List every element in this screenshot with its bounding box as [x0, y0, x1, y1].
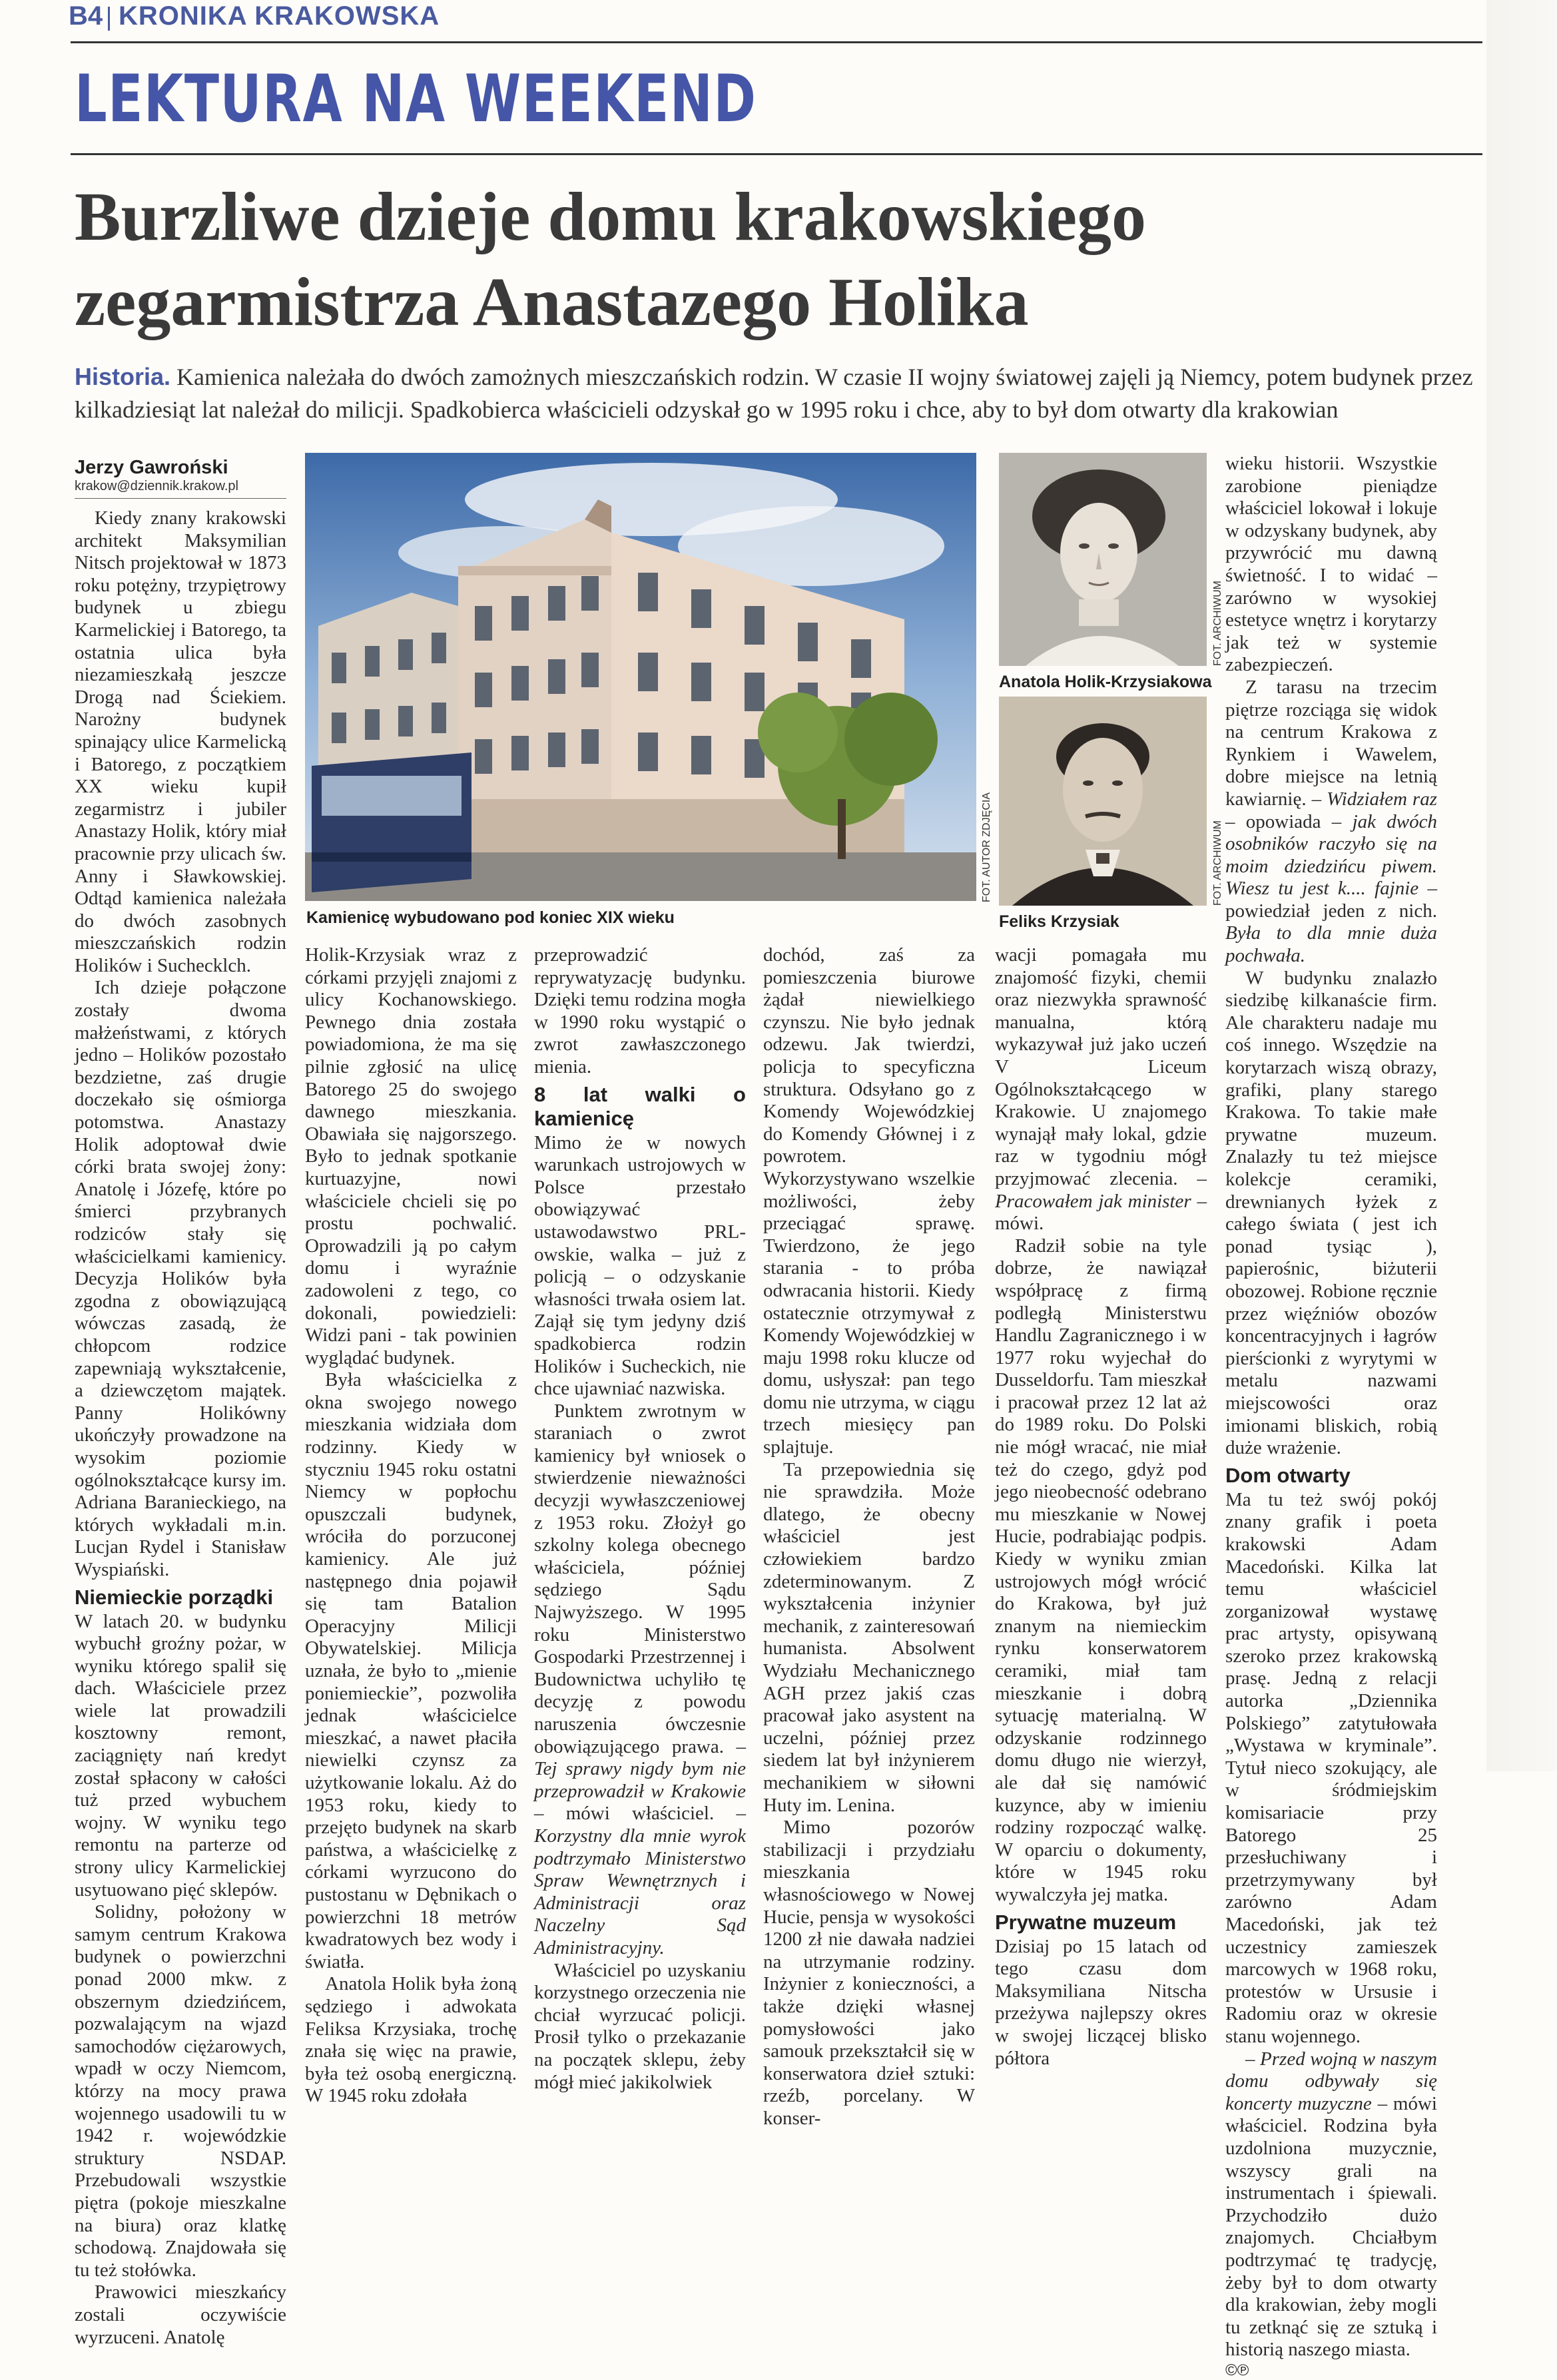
- column-5: [995, 944, 1207, 2070]
- col2-paragraph-3: Anatola Holik była żoną sędziego i adwokata Feliksa Krzysiaka, trochę znała się więc na prawie, była też osobą energiczną. W 1945 roku zdołała: [305, 1973, 517, 2107]
- col5-quote-1: Pracowałem jak minister: [995, 1190, 1191, 1212]
- page-number: B4: [69, 1, 103, 31]
- col5-subheading: Prywatne muzeum: [995, 1910, 1177, 1934]
- man-photo-credit: FOT. ARCHIWUM: [1212, 820, 1223, 906]
- col1-paragraph-4: Solidny, położony w samym centrum Krakowa budynek o powierzchni ponad 2000 mkw. z obszernym dziedzińcem, pozwalającym na wjazd samochodów ciężarowych, wpadł w oczy Niemcom, którzy na mocy prawa wojennego usadowili tu w 1942 r. wojewódzkie struktury NSDAP. Przebudowali wszystkie piętra (pokoje mieszkalne na biura) oraz klatkę schodową. Znajdowała się tu też stołówka.: [75, 1901, 286, 2281]
- col4-paragraph-2: Ta przepowiednia się nie sprawdziła. Może dlatego, że obecny właściciel jest człowiekiem bardzo zdeterminowanym. Z wykształcenia inżynier mechanik, z zainteresowań humanista. Absolwent Wydziału Mechanicznego AGH przez jakiś czas pracował jako asystent na uczelni, później przez siedem lat był inżynierem mechanikiem w siłowni Huty im. Lenina.: [763, 1458, 975, 1816]
- lead-paragraph: [75, 360, 1480, 426]
- header-divider: [108, 7, 110, 31]
- adjacent-page-bleed: [1486, 0, 1557, 1771]
- col6-paragraph-2c: – powiedział jeden z nich.: [1225, 878, 1437, 922]
- col1-paragraph-2: Ich dzieje połączone zostały dwoma małżeństwami, z których jedno – Holików pozostało bezdzietne, zaś drugie doczekało się ośmiorga potomstwa. Anastazy Holik adoptował dwie córki brata swojej żony: Anatolę i Józefę, które po śmierci przybranych rodziców stały się właścicielkami kamienicy. Decyzja Holików była zgodna z obowiązującą wówczas zasadą, że chłopcom rodzice zapewniają wykształcenie, a dziewczętom majątek. Panny Holikówny ukończyły prowadzone na wysokim poziomie ogólnokształcące kursy im. Adriana Baranieckiego, na których wykładali m.in. Lucjan Rydel i Stanisław Wyspiański.: [75, 977, 286, 1580]
- column-3: [534, 944, 746, 2094]
- column-2: [305, 944, 517, 2108]
- top-rule: [71, 41, 1482, 43]
- column-4: [763, 944, 975, 2130]
- lead-label: Historia.: [75, 363, 171, 390]
- author-email: krakow@dziennik.krakow.pl: [75, 479, 238, 493]
- col5-paragraph-1-text: wacji pomagała mu znajomość fizyki, chemii oraz niezwykła sprawność manualna, którą wykazywał już jako uczeń V Liceum Ogólnokształcącego w Krakowie. U znajomego wynajął mały lokal, gdzie raz w tygodniu mógł przyjmować zlecenia. –: [995, 944, 1207, 1189]
- col1-subheading: Niemieckie porządki: [75, 1585, 274, 1609]
- column-1: [75, 507, 286, 2349]
- col5-paragraph-2: Radził sobie na tyle dobrze, że nawiązał współpracę z firmą podległą Ministerstwu Handlu Zagranicznego i w 1977 roku wyjechał do Dusseldorfu. Tam mieszkał i pracował przez 12 lat aż do 1989 roku. Do Polski nie mógł wracać, nie miał też do czego, gdyż pod jego nieobecność odebrano mu mieszkanie w Nowej Hucie, podrabiając podpis. Kiedy w wyniku zmian ustrojowych mógł wrócić do Krakowa, był już znanym na niemieckim rynku konserwatorem ceramiki, miał tam mieszkanie i dobrą sytuację materialną. W odzyskanie rodzinnego domu długo nie wierzył, ale dał się namówić kuzynce, aby w imieniu rodziny rozpocząć walkę. W oparciu o dokumenty, które w 1945 roku wywalczyła jej matka.: [995, 1235, 1207, 1905]
- headline-line-2: zegarmistrza Anastazego Holika: [75, 264, 1029, 340]
- byline: [75, 457, 288, 494]
- col2-paragraph-2: Była właścicielka z okna swojego nowego mieszkania widziała dom rodzinny. Kiedy w styczniu 1945 roku ostatni Niemcy w popłochu opuszczali budynek, wróciła do porzuconej kamienicy. Ale już następnego dnia pojawił się tam Batalion Operacyjny Milicji Obywatelskiej. Milicja uznała, że było to „mienie poniemieckie”, pozwoliła jednak właścicielce mieszkać, a nawet płaciła niewielki czynsz za użytkowanie lokalu. Aż do 1953 roku, kiedy to przejęto budynek na skarb państwa, a właścicielkę z córkami wyrzucono do pustostanu w Dębnikach o powierzchni 18 metrów kwadratowych bez wody i światła.: [305, 1369, 517, 1972]
- man-portrait-image: [999, 697, 1207, 906]
- col1-paragraph-5: Prawowici mieszkańcy zostali oczywiście wyrzuceni. Anatolę: [75, 2281, 286, 2348]
- man-photo-caption: Feliks Krzysiak: [999, 912, 1119, 931]
- headline: [75, 174, 1340, 345]
- author-signature: ©℗: [1225, 2361, 1249, 2379]
- col3-paragraph-3b: – mówi właściciel. –: [534, 1803, 746, 1825]
- column-6: [1225, 453, 1437, 2380]
- lead-text: Kamienica należała do dwóch zamożnych mieszczańskich rodzin. W czasie II wojny światowej zajęli ją Niemcy, potem budynek przez kilkadziesiąt lat należał do milicji. Spadkobierca właścicieli odzyskał go w 1995 roku i chce, aby to był dom otwarty dla krakowian: [75, 364, 1473, 423]
- headline-line-1: Burzliwe dzieje domu krakowskiego: [75, 178, 1147, 255]
- col3-quote-1: Tej sprawy nigdy bym nie przeprowadził w Krakowie: [534, 1758, 746, 1802]
- col6-subheading: Dom otwarty: [1225, 1463, 1351, 1487]
- rubric-title: LEKTURA NA WEEKEND: [75, 61, 757, 137]
- col3-paragraph-3-text: Punktem zwrotnym w staraniach o zwrot kamienicy był wniosek o stwierdzenie nieważności decyzji wywłaszczeniowej z 1953 roku. Złożył go szkolny kolega obecnego właściciela, później sędziego Sądu Najwyższego. W 1995 roku Ministerstwo Gospodarki Przestrzennej i Budownictwa uchyliło tę decyzję z powodu naruszenia ówczesnie obowiązującego prawa. –: [534, 1400, 746, 1757]
- col6-paragraph-1: wieku historii. Wszystkie zarobione pieniądze właściciel lokował i lokuje w odzyskany budynek, aby przywrócić mu dawną świetność. I to widać – zarówno w wysokiej estetyce wnętrz i korytarzy jak też w systemie zabezpieczeń.: [1225, 453, 1437, 676]
- col6-paragraph-2-text: Z tarasu na trzecim piętrze rozciąga się widok na centrum Krakowa z Rynkiem i Wawelem, dobre miejsce na letnią kawiarnię. –: [1225, 676, 1437, 810]
- col6-paragraph-4: Ma tu też swój pokój znany grafik i poeta krakowski Adam Macedoński. Kilka lat temu właściciel zorganizował wystawę prac artysty, opisywaną szeroko przez krakowską prasę. Jedną z relacji autorka „Dziennika Polskiego” zatytułowała „Wystawa w kryminale”. Tytuł nieco szokujący, ale w śródmiejskim komisariacie przy Batorego 25 przesłuchiwany i przetrzymywany był zarówno Adam Macedoński, jak też uczestnicy zamieszek marcowych w 1968 roku, protestów w Ursusie i Radomiu oraz w okresie stanu wojennego.: [1225, 1488, 1437, 2047]
- col2-paragraph-1: Holik-Krzysiak wraz z córkami przyjęli znajomi z ulicy Kochanowskiego. Pewnego dnia została powiadomiona, że ma się pilnie zgłosić na ulicę Batorego 25 do swojego dawnego mieszkania. Obawiała się najgorszego. Było to jednak spotkanie kurtuazyjne, nowi właściciele chcieli się po prostu pochwalić. Oprowadzili ją po całym domu i wyraźnie zadowoleni z tego, co dokonali, powiedzieli: Widzi pani - tak powinien wyglądać budynek.: [305, 944, 517, 1368]
- author-name: Jerzy Gawroński: [75, 457, 228, 478]
- col3-subheading: 8 lat walki o kamienicę: [534, 1082, 746, 1130]
- col6-quote-2: jak dwóch osobników raczyło się na moim dziedzińcu piwem. Wiesz tu jest k.... fajnie: [1225, 810, 1437, 900]
- col6-paragraph-5: [1225, 2048, 1437, 2361]
- building-photo-credit: FOT. AUTOR ZDJĘCIA: [981, 792, 992, 902]
- col1-paragraph-1: Kiedy znany krakowski architekt Maksymilian Nitsch projektował w 1873 roku potężny, trzypiętrowy budynek u zbiegu Karmelickiej i Batorego, ta ostatnia ulica była niezamieszkałą jeszcze Drogą nad Ściekiem. Narożny budynek spinający ulice Karmelicką i Batorego, z początkiem XX wieku kupił zegarmistrz i jubiler Anastazy Holik, który miał pracownie przy ulicach św. Anny i Sławkowskiej. Odtąd kamienica należała do dwóch zasobnych mieszczańskich rodzin Holików i Suchecklch.: [75, 507, 286, 976]
- col3-paragraph-2: Mimo że w nowych warunkach ustrojowych w Polsce przestało obowiązywać ustawodawstwo PRL-owskie, walka – już z policją – o odzyskanie własności trwała osiem lat. Zajął się tym jedyny dziś spadkobierca rodzin Holików i Sucheckich, nie chce ujawniać nazwiska.: [534, 1131, 746, 1400]
- col5-paragraph-3: Dzisiaj po 15 latach od tego czasu dom Maksymiliana Nitscha przeżywa najlepszy okres w swojej liczącej blisko półtora: [995, 1935, 1207, 2069]
- col3-paragraph-3: [534, 1400, 746, 1960]
- col6-paragraph-2b: – opowiada –: [1225, 810, 1342, 832]
- column-rule: [75, 498, 286, 499]
- rubric-rule: [71, 153, 1482, 155]
- col6-paragraph-5-text: – mówi właściciel. Rodzina była uzdolniona muzycznie, wszyscy grali na instrumentach i śpiewali. Przychodziło dużo znajomych. Chciałbym podtrzymać tę tradycję, żeby był to dom otwarty dla krakowian, żeby mogli tu zetknąć się ze sztuką i historią naszego miasta.: [1225, 2092, 1437, 2361]
- man-portrait-photo: [999, 697, 1207, 906]
- col6-quote-4: – Przed wojną w naszym domu odbywały się koncerty muzyczne: [1225, 2048, 1437, 2114]
- col4-paragraph-3: Mimo pozorów stabilizacji i przydziału mieszkania własnościowego w Nowej Hucie, pensja w wysokości 1200 zł nie dawała nadziei na utrzymanie rodziny. Inżynier z konieczności, a także dzięki własnej pomysłowości jako samouk przekształcił się w konserwatora dzieł sztuki: rzeźb, porcelany. W konser-: [763, 1817, 975, 2129]
- col4-paragraph-1: dochód, zaś za pomieszczenia biurowe żądał niewielkiego czynszu. Nie było jednak odzewu. Jak twierdzi, policja to specyficzna struktura. Odsyłano go z Komendy Wojewódzkiej do Komendy Głównej i z powrotem. Wykorzystywano wszelkie możliwości, żeby przeciągać sprawę. Twierdzono, że jego starania - to próba odwracania historii. Kiedy ostatecznie otrzymywał z Komendy Wojewódzkiej w maju 1998 roku klucze od domu, usłyszał: pan tego domu nie utrzyma, w ciągu trzech miesięcy pan splajtuje.: [763, 944, 975, 1458]
- building-photo-caption: Kamienicę wybudowano pod koniec XIX wieku: [306, 908, 675, 927]
- col3-paragraph-4: Właściciel po uzyskaniu korzystnego orzeczenia nie chciał wyrzucać policji. Prosił tylko o przekazanie na początek sklepu, żeby mógł mieć jakikolwiek: [534, 1959, 746, 2093]
- section-title: KRONIKA KRAKOWSKA: [119, 1, 440, 31]
- woman-portrait-image: [999, 453, 1207, 666]
- col6-paragraph-3: W budynku znalazło siedzibę kilkanaście firm. Ale charakteru nadaje mu coś innego. Wszędzie na korytarzach wiszą obrazy, grafiki, plany starego Krakowa. To takie małe prywatne muzeum. Znalazły tu też miejsce kolekcje ceramiki, drewnianych łyżek z całego świata ( jest ich ponad tysiąc ), papierośnic, biżuterii obozowej. Robione ręcznie przez więźniów obozów koncentracyjnych i łagrów pierścionki z wyrytymi w metalu nazwami miejscowości oraz imionami bliskich, robią duże wrażenie.: [1225, 967, 1437, 1459]
- col3-quote-2: Korzystny dla mnie wyrok podtrzymało Ministerstwo Spraw Wewnętrznych i Administracji oraz Naczelny Sąd Administracyjny.: [534, 1825, 746, 1958]
- col6-paragraph-2: [1225, 677, 1437, 968]
- building-photo: [305, 453, 976, 901]
- woman-photo-caption: Anatola Holik-Krzysiakowa: [999, 673, 1212, 691]
- woman-portrait-photo: [999, 453, 1207, 666]
- col5-paragraph-1: [995, 944, 1207, 1235]
- col1-paragraph-3: W latach 20. w budynku wybuchł groźny pożar, w wyniku którego spalił się dach. Właściciele przez wiele lat prowadzili kosztowny remont, zaciągnięty nań kredyt został spłacony w całości tuż przed wybuchem wojny. W wyniku tego remontu na parterze od strony ulicy Karmelickiej usytuowano pięć sklepów.: [75, 1610, 286, 1901]
- col6-quote-1: Widziałem raz: [1327, 788, 1437, 810]
- woman-photo-credit: FOT. ARCHIWUM: [1212, 581, 1223, 666]
- col5-paragraph-1b: – mówi.: [995, 1190, 1207, 1235]
- col6-quote-3: Była to dla mnie duża pochwała.: [1225, 922, 1437, 967]
- building-photo-image: [305, 453, 976, 901]
- col3-paragraph-1: przeprowadzić reprywatyzację budynku. Dzięki temu rodzina mogła w 1990 roku wystąpić o zwrot zawłaszczonego mienia.: [534, 944, 746, 1077]
